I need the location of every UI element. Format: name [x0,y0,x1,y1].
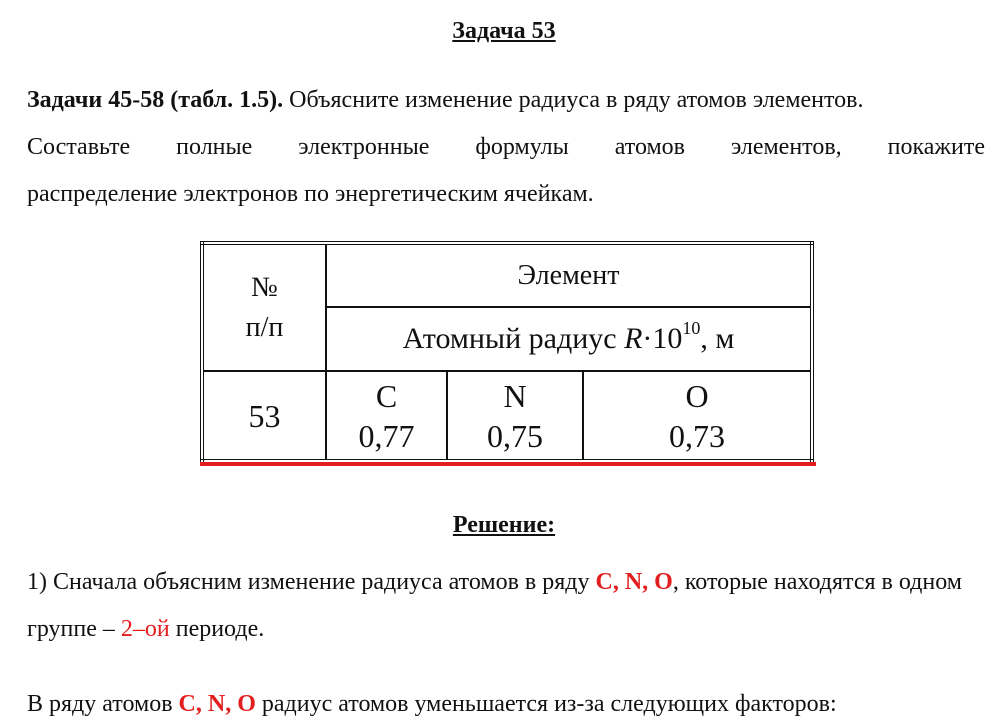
element-series-highlight: C, N, O [595,569,673,595]
task-text-1: Объясните изменение радиуса в ряду атомов элементов. [283,87,864,113]
paragraph1-text-middle: , которые находятся в одном группе – [27,569,962,642]
paragraph1-text-end: периоде. [169,616,265,642]
elements-table [200,241,814,463]
element-symbol: O [685,377,709,414]
radius-multiplier: ·10 [642,322,683,355]
element-series-highlight-2: C, N, O [178,691,256,717]
period-highlight: 2–ой [120,616,170,642]
element-radius: 0,75 [487,417,543,454]
element-cell-o [583,371,812,461]
task-statement [27,77,985,218]
row-number-cell: 53 [202,371,326,461]
element-header-cell: Элемент [326,243,812,307]
task-text-2: Составьте полные электронные формулы атомов элементов, покажите [27,134,985,160]
element-cell-n [447,371,583,461]
number-sign: № [251,271,278,303]
element-radius: 0,77 [358,417,415,454]
element-symbol: C [375,377,398,414]
paragraph2-text-start: В ряду атомов [27,691,179,717]
radius-header-cell [326,307,812,371]
solution-paragraph-2 [27,681,987,728]
element-radius: 0,73 [669,417,725,454]
elements-table-wrapper [200,241,814,467]
radius-exponent: 10 [682,318,701,338]
radius-unit: , м [700,322,735,355]
number-header-cell [202,243,326,371]
page-title: Задача 53 [452,18,556,44]
paragraph1-text-start: 1) Сначала объясним изменение радиуса атомов в ряду [27,569,596,595]
element-cell-c [326,371,447,461]
radius-label: Атомный радиус [402,322,625,355]
table-bottom-red-line [200,462,816,466]
radius-variable: R [624,322,643,355]
task-reference: Задачи 45-58 (табл. 1.5). [27,87,284,113]
task-text-3: распределение электронов по энергетическим ячейкам. [27,181,594,207]
solution-heading: Решение: [452,512,556,538]
number-abbrev: п/п [245,311,284,343]
paragraph2-text-end: радиус атомов уменьшается из-за следующих факторов: [255,691,837,717]
solution-paragraph-1 [27,559,987,653]
element-symbol: N [503,377,527,414]
